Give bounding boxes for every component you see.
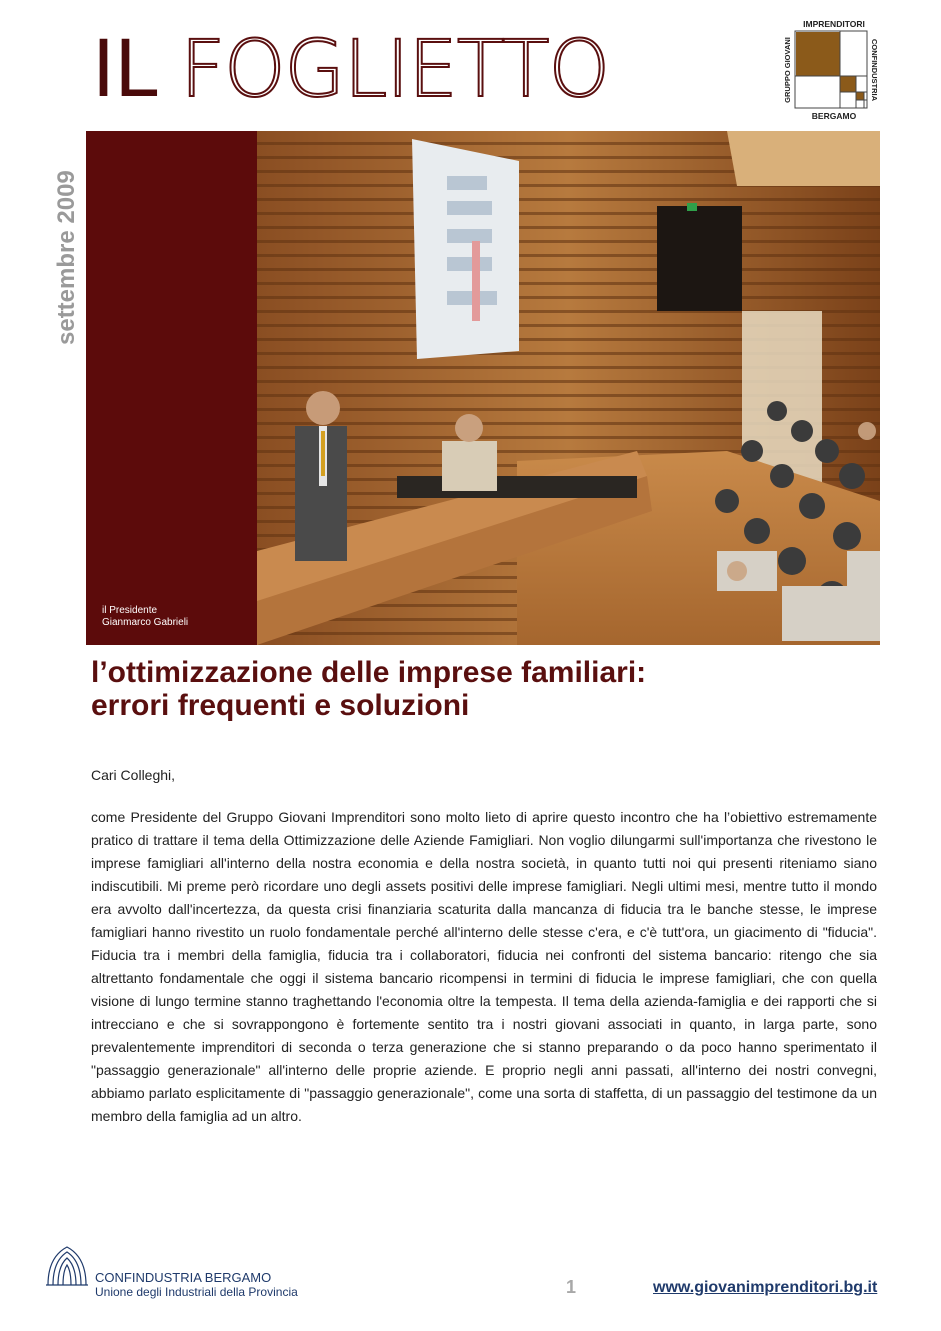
svg-text:IMPRENDITORI: IMPRENDITORI	[803, 19, 865, 29]
conference-photo	[257, 131, 880, 645]
hero-banner	[86, 131, 880, 645]
page-number: 1	[566, 1277, 577, 1297]
footer-org-name: CONFINDUSTRIA BERGAMO	[95, 1270, 272, 1285]
issue-date: settembre 2009	[53, 170, 80, 345]
photo-caption: il Presidente Gianmarco Gabrieli	[102, 605, 189, 628]
masthead-title	[92, 25, 610, 115]
footer-org-sub: Unione degli Industriali della Provincia	[95, 1285, 298, 1299]
article-headline: l’ottimizzazione delle imprese familiari: errori frequenti e soluzioni	[91, 656, 647, 722]
article-body: come Presidente del Gruppo Giovani Imprenditori sono molto lieto di aprire questo incontro che ha l’obiettivo estremamente pratico di trattare il tema della Ottimizzazione delle Aziende Famigliari. Non voglio dilungarmi sull'importanza che rivestono le imprese famigliari all'interno della nostra economia e della nostra società, in quanto tutti noi qui presenti riteniamo siano indiscutibili. Mi preme però ricordare uno degli assets positivi delle imprese famigliari. Negli ultimi mesi, mentre tutto il mondo era avvolto dall'incertezza, da questa crisi finanziaria scaturita dalla mancanza di fiducia tra le banche stesse, le imprese famigliari hanno rivestito un ruolo fondamentale perché all'interno delle stesse c'era, e c'è tutt'ora, un giacimento di "fiducia". Fiducia tra i membri della famiglia, fiducia tra i collaboratori, fiducia nei confronti del sistema bancario: ritengo che sia altrettanto fondamentale che oggi il sistema bancario ricompensi in termini di fiducia le imprese famigliari, che con quella visione di lungo termine stanno traghettando l'economia oltre la tempesta. Il tema della azienda-famiglia e dei rapporti che si intrecciano e che si sovrappongono è fortemente sentito tra i nostri giovani associati in quanto, in larga parte, sono prevalentemente imprenditori di seconda o terza generazione che si stanno preparando o da poco hanno sperimentato il "passaggio generazionale" all'interno delle proprie aziende. E proprio negli anni passati, all'interno dei nostri convegni, abbiamo parlato esplicitamente di "passaggio generazionale", come una sorta di staffetta, di un passaggio del testimone da un membro della famiglia ad un altro.	[91, 809, 877, 1124]
svg-text:BERGAMO: BERGAMO	[811, 111, 857, 120]
footer-organization	[95, 1270, 298, 1300]
masthead-foglietto: FOGLIETTO	[180, 25, 610, 115]
website-link[interactable]: www.giovanimprenditori.bg.it	[653, 1279, 878, 1296]
masthead-il: IL	[92, 25, 157, 115]
confindustria-logo	[44, 1243, 90, 1287]
article-salutation: Cari Colleghi,	[91, 767, 176, 783]
svg-text:CONFINDUSTRIA: CONFINDUSTRIA	[870, 38, 879, 102]
svg-text:GRUPPO GIOVANI: GRUPPO GIOVANI	[783, 37, 792, 103]
gruppo-giovani-logo	[782, 18, 880, 120]
